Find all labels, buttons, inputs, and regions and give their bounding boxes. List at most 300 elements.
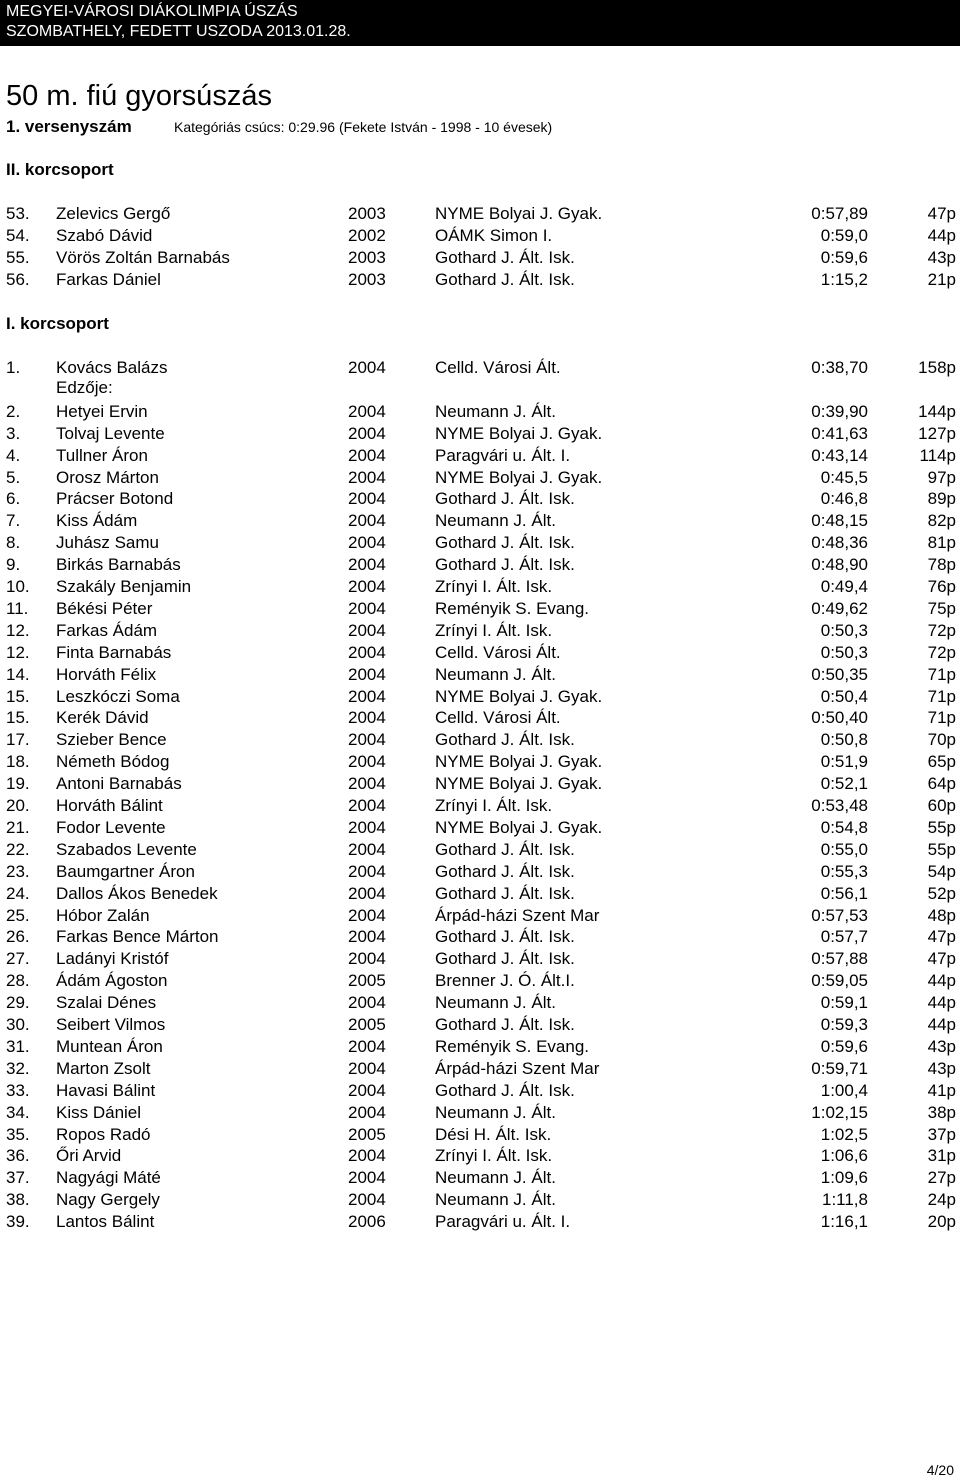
points-cell: 97p: [927, 467, 956, 487]
points-cell: 44p: [927, 226, 956, 245]
name-cell: Zelevics Gergő: [56, 204, 171, 223]
club-cell: Gothard J. Ált. Isk.: [435, 1015, 575, 1034]
time-cell: 0:48,15: [811, 511, 868, 531]
rank-cell: 21.: [6, 817, 30, 837]
club-cell: Neumann J. Ált.: [435, 993, 556, 1013]
result-row: [0, 905, 960, 927]
time-cell: 0:59,6: [820, 1036, 868, 1056]
club-cell: Gothard J. Ált. Isk.: [435, 555, 575, 575]
result-row: [0, 707, 960, 729]
points-cell: 43p: [927, 248, 956, 267]
rank-cell: 28.: [6, 971, 30, 991]
points-cell: 44p: [927, 993, 956, 1013]
year-cell: 2004: [348, 423, 386, 443]
rank-cell: 17.: [6, 730, 30, 750]
year-cell: 2004: [348, 686, 386, 706]
result-row: [0, 1145, 960, 1167]
result-row: [0, 1124, 960, 1146]
time-cell: 1:02,15: [811, 1102, 868, 1122]
result-row: [0, 247, 960, 269]
club-cell: Reményik S. Evang.: [435, 1036, 590, 1056]
result-row: [0, 729, 960, 751]
points-cell: 20p: [927, 1212, 956, 1232]
name-cell: Baumgartner Áron: [56, 861, 195, 881]
points-cell: 71p: [927, 664, 956, 684]
year-cell: 2004: [348, 839, 386, 859]
rank-cell: 10.: [6, 577, 30, 596]
time-cell: 0:50,3: [820, 620, 868, 640]
year-cell: 2004: [348, 796, 386, 815]
points-cell: 89p: [927, 489, 956, 509]
year-cell: 2002: [348, 226, 386, 245]
name-cell: Hóbor Zalán: [56, 905, 150, 925]
time-cell: 0:53,48: [811, 796, 868, 815]
name-cell: Prácser Botond: [56, 489, 174, 509]
year-cell: 2004: [348, 642, 386, 662]
name-cell: Németh Bódog: [56, 752, 170, 772]
year-cell: 2004: [348, 774, 386, 794]
result-row: [0, 1102, 960, 1124]
points-cell: 114p: [919, 445, 956, 465]
club-cell: Brenner J. Ó. Ált.I.: [435, 971, 575, 991]
rank-cell: 12.: [6, 620, 30, 640]
year-cell: 2004: [348, 533, 386, 553]
points-cell: 76p: [927, 577, 956, 596]
year-cell: 2005: [348, 1124, 386, 1144]
points-cell: 71p: [927, 708, 956, 728]
rank-cell: 5.: [6, 467, 21, 487]
club-cell: NYME Bolyai J. Gyak.: [435, 467, 603, 487]
club-cell: NYME Bolyai J. Gyak.: [435, 817, 603, 837]
club-cell: NYME Bolyai J. Gyak.: [435, 686, 603, 706]
result-row: [0, 620, 960, 642]
name-cell: Békési Péter: [56, 598, 153, 618]
club-cell: Neumann J. Ált.: [435, 1102, 556, 1122]
club-cell: Gothard J. Ált. Isk.: [435, 883, 575, 903]
year-cell: 2003: [348, 248, 386, 267]
year-cell: 2004: [348, 993, 386, 1013]
result-row: [0, 839, 960, 861]
result-row: [0, 926, 960, 948]
points-cell: 41p: [927, 1080, 956, 1100]
result-row: [0, 203, 960, 225]
time-cell: 1:02,5: [820, 1124, 868, 1144]
name-cell: Szabó Dávid: [56, 226, 153, 245]
year-cell: 2004: [348, 752, 386, 772]
rank-cell: 24.: [6, 883, 30, 903]
time-cell: 0:57,89: [811, 204, 868, 223]
points-cell: 65p: [927, 752, 956, 772]
points-cell: 75p: [927, 598, 956, 618]
group-heading-i: I. korcsoport: [6, 314, 109, 333]
name-cell: Farkas Dániel: [56, 270, 161, 289]
result-row: [0, 751, 960, 773]
rank-cell: 12.: [6, 642, 30, 662]
club-cell: Paragvári u. Ált. I.: [435, 445, 571, 465]
time-cell: 0:49,4: [820, 577, 868, 596]
time-cell: 0:55,3: [820, 861, 868, 881]
result-row: [0, 445, 960, 467]
time-cell: 0:50,8: [820, 730, 868, 750]
rank-cell: 35.: [6, 1124, 30, 1144]
name-cell: Lantos Bálint: [56, 1212, 155, 1232]
result-row: [0, 664, 960, 686]
rank-cell: 6.: [6, 489, 21, 509]
result-row: [0, 532, 960, 554]
club-cell: Gothard J. Ált. Isk.: [435, 248, 575, 267]
club-cell: Zrínyi I. Ált. Isk.: [435, 1146, 553, 1166]
rank-cell: 36.: [6, 1146, 30, 1166]
club-cell: NYME Bolyai J. Gyak.: [435, 423, 603, 443]
event-title: 50 m. fiú gyorsúszás: [6, 80, 272, 112]
year-cell: 2004: [348, 1146, 386, 1166]
points-cell: 158p: [918, 358, 956, 377]
name-cell: Őri Arvid: [56, 1146, 122, 1166]
result-row: [0, 1014, 960, 1036]
result-row: [0, 970, 960, 992]
year-cell: 2003: [348, 204, 386, 223]
rank-cell: 18.: [6, 752, 30, 772]
time-cell: 0:56,1: [820, 883, 868, 903]
name-cell: Finta Barnabás: [56, 642, 172, 662]
rank-cell: 34.: [6, 1102, 30, 1122]
club-cell: Dési H. Ált. Isk.: [435, 1124, 552, 1144]
time-cell: 0:41,63: [811, 423, 868, 443]
name-cell: Ropos Radó: [56, 1124, 151, 1144]
time-cell: 0:55,0: [820, 839, 868, 859]
result-row: [0, 467, 960, 489]
club-cell: Gothard J. Ált. Isk.: [435, 927, 575, 947]
time-cell: 0:38,70: [811, 358, 868, 377]
time-cell: 1:11,8: [821, 1190, 868, 1210]
result-row: [0, 1080, 960, 1102]
year-cell: 2004: [348, 883, 386, 903]
rank-cell: 26.: [6, 927, 30, 947]
competition-venue-date: SZOMBATHELY, FEDETT USZODA 2013.01.28.: [6, 23, 351, 40]
club-cell: Gothard J. Ált. Isk.: [435, 1080, 575, 1100]
result-row: [0, 773, 960, 795]
points-cell: 127p: [918, 423, 956, 443]
name-cell: Farkas Ádám: [56, 620, 158, 640]
year-cell: 2004: [348, 1058, 386, 1078]
rank-cell: 38.: [6, 1190, 30, 1210]
club-cell: Gothard J. Ált. Isk.: [435, 949, 575, 969]
rank-cell: 39.: [6, 1212, 30, 1232]
year-cell: 2003: [348, 270, 386, 289]
time-cell: 0:43,14: [811, 445, 868, 465]
club-cell: Árpád-házi Szent Mar: [435, 905, 600, 925]
points-cell: 47p: [927, 927, 956, 947]
name-cell: Nagyági Máté: [56, 1168, 161, 1188]
club-cell: Gothard J. Ált. Isk.: [435, 730, 575, 750]
club-cell: Gothard J. Ált. Isk.: [435, 861, 575, 881]
group-heading-ii: II. korcsoport: [6, 160, 114, 179]
name-cell: Tullner Áron: [56, 445, 148, 465]
name-cell: Tolvaj Levente: [56, 423, 165, 443]
rank-cell: 20.: [6, 796, 30, 815]
event-number: 1. versenyszám: [6, 117, 132, 136]
result-row: [0, 1189, 960, 1211]
points-cell: 52p: [927, 883, 956, 903]
name-cell: Havasi Bálint: [56, 1080, 156, 1100]
result-row: [0, 1058, 960, 1080]
points-cell: 44p: [927, 971, 956, 991]
time-cell: 0:48,36: [811, 533, 868, 553]
club-cell: Neumann J. Ált.: [435, 664, 556, 684]
year-cell: 2004: [348, 401, 386, 421]
club-cell: Neumann J. Ált.: [435, 511, 556, 531]
time-cell: 0:45,5: [820, 467, 868, 487]
year-cell: 2004: [348, 1190, 386, 1210]
club-cell: Zrínyi I. Ált. Isk.: [435, 620, 553, 640]
rank-cell: 23.: [6, 861, 30, 881]
time-cell: 0:50,35: [811, 664, 868, 684]
rank-cell: 2.: [6, 401, 21, 421]
name-cell: Hetyei Ervin: [56, 401, 148, 421]
result-row: [0, 1167, 960, 1189]
name-cell: Szieber Bence: [56, 730, 167, 750]
time-cell: 0:59,1: [820, 993, 868, 1013]
points-cell: 47p: [927, 204, 956, 223]
club-cell: Gothard J. Ált. Isk.: [435, 533, 575, 553]
year-cell: 2005: [348, 1015, 386, 1034]
points-cell: 37p: [927, 1124, 956, 1144]
year-cell: 2004: [348, 1036, 386, 1056]
rank-cell: 37.: [6, 1168, 30, 1188]
points-cell: 64p: [927, 774, 956, 794]
name-cell: Szakály Benjamin: [56, 577, 192, 596]
rank-cell: 25.: [6, 905, 30, 925]
points-cell: 27p: [927, 1168, 956, 1188]
year-cell: 2004: [348, 927, 386, 947]
result-row: [0, 225, 960, 247]
time-cell: 0:52,1: [820, 774, 868, 794]
rank-cell: 53.: [6, 204, 30, 223]
result-row: [0, 1211, 960, 1233]
result-row: [0, 488, 960, 510]
year-cell: 2004: [348, 620, 386, 640]
club-cell: Zrínyi I. Ált. Isk.: [435, 796, 553, 815]
name-cell: Horváth Félix: [56, 664, 157, 684]
points-cell: 31p: [927, 1146, 956, 1166]
result-row: [0, 423, 960, 445]
rank-cell: 22.: [6, 839, 30, 859]
year-cell: 2006: [348, 1212, 386, 1232]
rank-cell: 3.: [6, 423, 21, 443]
year-cell: 2004: [348, 489, 386, 509]
club-cell: Celld. Városi Ált.: [435, 358, 561, 377]
name-cell: Vörös Zoltán Barnabás: [56, 248, 230, 267]
name-cell: Orosz Márton: [56, 467, 159, 487]
club-cell: Gothard J. Ált. Isk.: [435, 839, 575, 859]
points-cell: 44p: [927, 1015, 956, 1034]
year-cell: 2004: [348, 949, 386, 969]
club-cell: Zrínyi I. Ált. Isk.: [435, 577, 553, 596]
time-cell: 0:50,40: [811, 708, 868, 728]
result-row: [0, 817, 960, 839]
time-cell: 0:59,71: [811, 1058, 868, 1078]
time-cell: 0:59,3: [820, 1015, 868, 1034]
coach-label: Edzője:: [56, 378, 113, 397]
rank-cell: 54.: [6, 226, 30, 245]
time-cell: 0:50,3: [820, 642, 868, 662]
result-row: [0, 401, 960, 423]
time-cell: 1:16,1: [820, 1212, 868, 1232]
year-cell: 2004: [348, 555, 386, 575]
time-cell: 0:50,4: [820, 686, 868, 706]
year-cell: 2004: [348, 664, 386, 684]
rank-cell: 14.: [6, 664, 30, 684]
rank-cell: 32.: [6, 1058, 30, 1078]
time-cell: 0:39,90: [811, 401, 868, 421]
result-row: [0, 642, 960, 664]
club-cell: Gothard J. Ált. Isk.: [435, 489, 575, 509]
category-record: Kategóriás csúcs: 0:29.96 (Fekete István - 1998 - 10 évesek): [174, 119, 553, 135]
rank-cell: 11.: [6, 598, 29, 618]
points-cell: 43p: [927, 1036, 956, 1056]
year-cell: 2004: [348, 905, 386, 925]
points-cell: 24p: [927, 1190, 956, 1210]
result-row: [0, 861, 960, 883]
rank-cell: 56.: [6, 270, 30, 289]
page-number: 4/20: [926, 1462, 954, 1478]
rank-cell: 8.: [6, 533, 21, 553]
club-cell: Celld. Városi Ált.: [435, 708, 561, 728]
club-cell: Neumann J. Ált.: [435, 1168, 556, 1188]
year-cell: 2005: [348, 971, 386, 991]
time-cell: 1:09,6: [820, 1168, 868, 1188]
points-cell: 72p: [927, 620, 956, 640]
result-row: [0, 357, 960, 379]
name-cell: Szabados Levente: [56, 839, 197, 859]
name-cell: Muntean Áron: [56, 1036, 163, 1056]
time-cell: 0:59,0: [820, 226, 868, 245]
rank-cell: 55.: [6, 248, 30, 267]
name-cell: Fodor Levente: [56, 817, 166, 837]
name-cell: Horváth Bálint: [56, 796, 163, 815]
points-cell: 55p: [927, 839, 956, 859]
rank-cell: 19.: [6, 774, 30, 794]
year-cell: 2004: [348, 1102, 386, 1122]
result-row: [0, 992, 960, 1014]
rank-cell: 29.: [6, 993, 30, 1013]
result-row: [0, 795, 960, 817]
year-cell: 2004: [348, 730, 386, 750]
year-cell: 2004: [348, 598, 386, 618]
name-cell: Kiss Ádám: [56, 511, 138, 531]
result-row: [0, 554, 960, 576]
rank-cell: 30.: [6, 1015, 30, 1034]
points-cell: 82p: [927, 511, 956, 531]
result-row: [0, 598, 960, 620]
name-cell: Kovács Balázs: [56, 358, 168, 377]
rank-cell: 33.: [6, 1080, 30, 1100]
club-cell: NYME Bolyai J. Gyak.: [435, 752, 603, 772]
club-cell: Gothard J. Ált. Isk.: [435, 270, 575, 289]
time-cell: 1:15,2: [820, 270, 868, 289]
time-cell: 0:48,90: [811, 555, 868, 575]
rank-cell: 9.: [6, 555, 21, 575]
time-cell: 0:57,7: [820, 927, 868, 947]
time-cell: 1:06,6: [820, 1146, 868, 1166]
name-cell: Seibert Vilmos: [56, 1015, 166, 1034]
result-row: [0, 576, 960, 598]
year-cell: 2004: [348, 577, 386, 596]
points-cell: 54p: [927, 861, 956, 881]
club-cell: Celld. Városi Ált.: [435, 642, 561, 662]
time-cell: 0:49,62: [811, 598, 868, 618]
rank-cell: 31.: [6, 1036, 30, 1056]
points-cell: 72p: [927, 642, 956, 662]
time-cell: 0:59,6: [820, 248, 868, 267]
competition-title: MEGYEI-VÁROSI DIÁKOLIMPIA ÚSZÁS: [6, 3, 298, 20]
name-cell: Nagy Gergely: [56, 1190, 160, 1210]
year-cell: 2004: [348, 445, 386, 465]
club-cell: Árpád-házi Szent Mar: [435, 1058, 600, 1078]
club-cell: Neumann J. Ált.: [435, 1190, 556, 1210]
club-cell: Paragvári u. Ált. I.: [435, 1212, 571, 1232]
year-cell: 2004: [348, 467, 386, 487]
points-cell: 70p: [927, 730, 956, 750]
time-cell: 0:46,8: [820, 489, 868, 509]
event-info: [6, 117, 553, 139]
name-cell: Birkás Barnabás: [56, 555, 181, 575]
result-row: [0, 1036, 960, 1058]
club-cell: NYME Bolyai J. Gyak.: [435, 204, 603, 223]
name-cell: Kiss Dániel: [56, 1102, 142, 1122]
points-cell: 21p: [927, 270, 956, 289]
points-cell: 48p: [927, 905, 956, 925]
rank-cell: 1.: [6, 358, 21, 377]
name-cell: Juhász Samu: [56, 533, 159, 553]
year-cell: 2004: [348, 861, 386, 881]
points-cell: 60p: [927, 796, 956, 815]
year-cell: 2004: [348, 1080, 386, 1100]
name-cell: Marton Zsolt: [56, 1058, 151, 1078]
result-row: [0, 948, 960, 970]
points-cell: 78p: [927, 555, 956, 575]
result-row: [0, 510, 960, 532]
name-cell: Ádám Ágoston: [56, 971, 168, 991]
points-cell: 144p: [918, 401, 956, 421]
name-cell: Dallos Ákos Benedek: [56, 883, 218, 903]
rank-cell: 15.: [6, 686, 30, 706]
year-cell: 2004: [348, 708, 386, 728]
time-cell: 0:57,88: [811, 949, 868, 969]
club-cell: OÁMK Simon I.: [435, 226, 553, 245]
time-cell: 1:00,4: [820, 1080, 868, 1100]
points-cell: 38p: [927, 1102, 956, 1122]
club-cell: Reményik S. Evang.: [435, 598, 590, 618]
result-row: [0, 883, 960, 905]
year-cell: 2004: [348, 817, 386, 837]
points-cell: 43p: [927, 1058, 956, 1078]
points-cell: 81p: [927, 533, 956, 553]
name-cell: Kerék Dávid: [56, 708, 149, 728]
points-cell: 55p: [927, 817, 956, 837]
time-cell: 0:51,9: [820, 752, 868, 772]
year-cell: 2004: [348, 511, 386, 531]
points-cell: 71p: [927, 686, 956, 706]
club-cell: Neumann J. Ált.: [435, 401, 556, 421]
name-cell: Farkas Bence Márton: [56, 927, 219, 947]
time-cell: 0:57,53: [811, 905, 868, 925]
rank-cell: 27.: [6, 949, 30, 969]
points-cell: 47p: [927, 949, 956, 969]
name-cell: Szalai Dénes: [56, 993, 157, 1013]
time-cell: 0:59,05: [811, 971, 868, 991]
time-cell: 0:54,8: [820, 817, 868, 837]
